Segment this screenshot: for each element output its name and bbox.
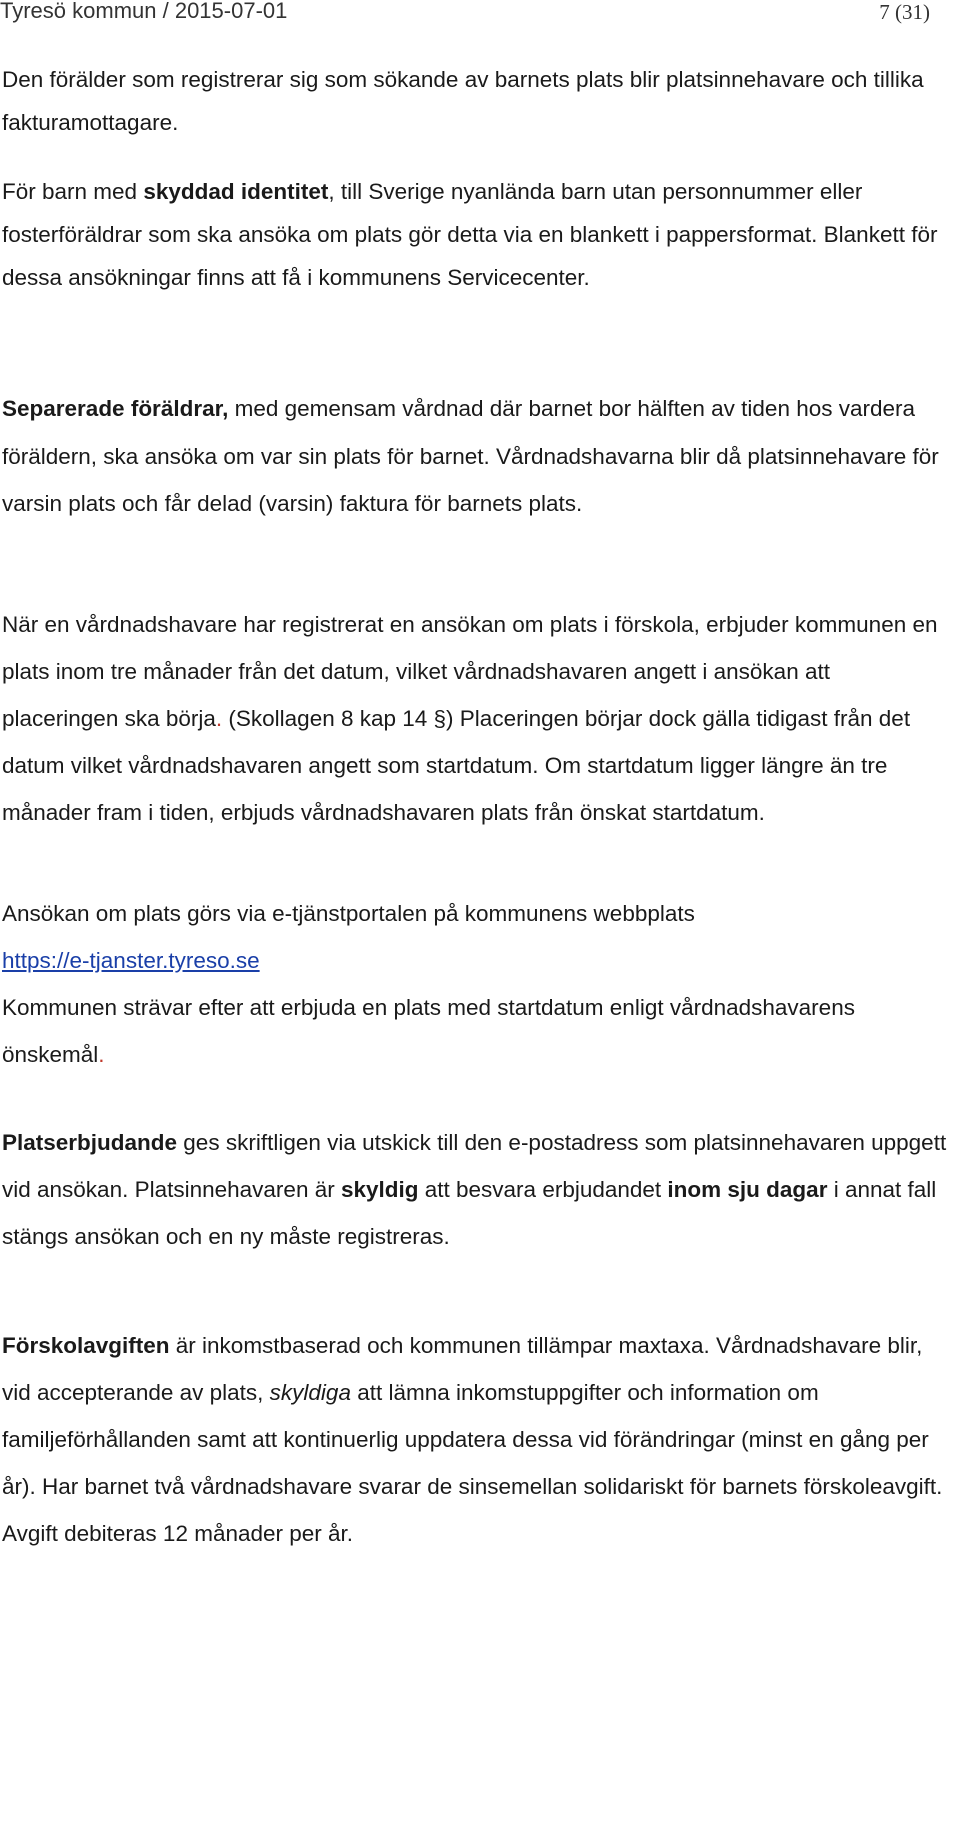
paragraph-text: i annat fall stängs ansökan och en ny måste registreras.: [2, 1177, 937, 1249]
paragraph-bold: Separerade föräldrar,: [2, 396, 229, 421]
paragraph-text-post: med gemensam vårdnad där barnet bor hälften av tiden hos vardera föräldern, ska ansöka om var sin plats för barnet. Vårdnadshavarna blir då platsinnehavare för varsin plats och får delad (varsin) faktura för barnets plats.: [2, 396, 939, 516]
paragraph-italic: skyldiga: [269, 1380, 351, 1405]
paragraph-protected-identity: [2, 170, 952, 299]
paragraph-text: att lämna inkomstuppgifter och information om familjeförhållanden samt att kontinuerlig uppdatera dessa vid förändringar (minst en gång per år). Har barnet två vårdnadshavare svarar de sinsemellan solidariskt för barnets förskoleavgift. Avgift debiteras 12 månader per år.: [2, 1380, 943, 1546]
paragraph-applicant-info: [2, 58, 952, 144]
paragraph-placement-offer: [2, 601, 952, 836]
paragraph-line: Ansökan om plats görs via e-tjänstportalen på kommunens webbplats: [2, 901, 695, 926]
paragraph-bold: skyddad identitet: [143, 179, 329, 204]
paragraph-text: ges skriftligen via utskick till den e-postadress som platsinnehavaren uppgett vid ansökan. Platsinnehavaren är: [2, 1130, 947, 1202]
paragraph-text: är inkomstbaserad och kommunen tillämpar maxtaxa. Vårdnadshavare blir, vid accepterande av plats,: [2, 1333, 923, 1405]
e-services-link[interactable]: https://e-tjanster.tyreso.se: [2, 948, 260, 973]
paragraph-text-pre: För barn med: [2, 179, 144, 204]
paragraph-placement-offer-response: [2, 1119, 952, 1260]
paragraph-text-post: , till Sverige nyanlända barn utan personnummer eller fosterföräldrar som ska ansöka om plats gör detta via en blankett i pappersformat. Blankett för dessa ansökningar finns att få i kommunens Servicecenter.: [2, 179, 938, 290]
paragraph-bold: Förskolavgiften: [2, 1333, 170, 1358]
paragraph-separated-parents: [2, 385, 952, 528]
paragraph-text-pre: När en vårdnadshavare har registrerat en ansökan om plats i förskola, erbjuder kommunen en plats inom tre månader från det datum, vilket vårdnadshavaren angett i ansökan att placeringen ska börja: [2, 612, 938, 731]
paragraph-text: Den förälder som registrerar sig som sökande av barnets plats blir platsinnehavare och tillika fakturamottagare.: [2, 67, 924, 135]
page-number: 7 (31): [879, 0, 930, 24]
page-header: [0, 0, 930, 26]
paragraph-highlight-dot: .: [98, 1042, 105, 1067]
paragraph-highlight-dot: .: [215, 706, 223, 731]
paragraph-text-post: (Skollagen 8 kap 14 §) Placeringen börjar dock gälla tidigast från det datum vilket vårdnadshavaren angett som startdatum. Om startdatum ligger längre än tre månader fram i tiden, erbjuds vårdnadshavaren plats från önskat startdatum.: [2, 706, 911, 825]
paragraph-text: att besvara erbjudandet: [418, 1177, 668, 1202]
paragraph-bold: Platserbjudande: [2, 1130, 178, 1155]
paragraph-bold: skyldig: [340, 1177, 419, 1202]
header-title: Tyresö kommun / 2015-07-01: [0, 0, 288, 23]
paragraph-application-portal: [2, 890, 952, 1078]
paragraph-bold: inom sju dagar: [667, 1177, 828, 1202]
paragraph-line: Kommunen strävar efter att erbjuda en plats med startdatum enligt vårdnadshavarens önskemål: [2, 995, 855, 1067]
paragraph-preschool-fee: [2, 1322, 952, 1557]
